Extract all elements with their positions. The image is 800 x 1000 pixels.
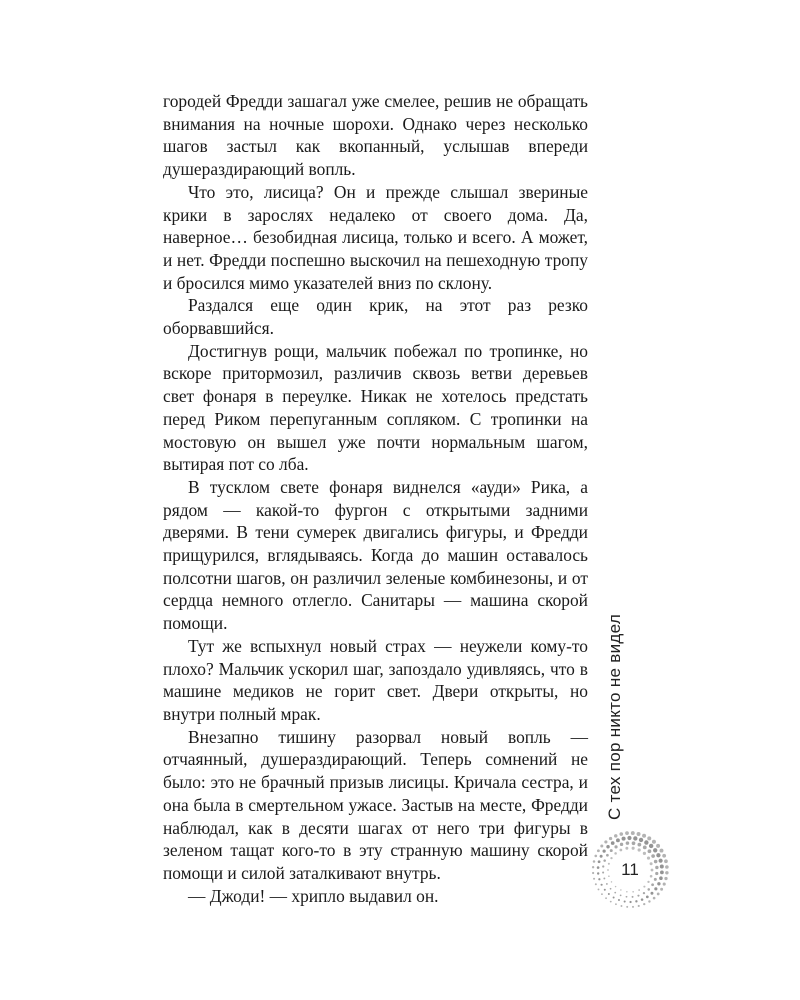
paragraph-8: — Джоди! — хрипло выдавил он. <box>188 885 439 906</box>
page-body-text <box>163 90 588 907</box>
paragraph-1: городей Фредди зашагал уже смелее, решив не обращать внимания на ночные шорохи. Однако через несколько шагов застыл как вкопанный, услышав впереди душераздирающий вопль. <box>163 91 588 180</box>
paragraph-5: В тусклом свете фонаря виднелся «ауди» Рика, а рядом — какой-то фургон с открытыми задними дверями. В тени сумерек двигались фигуры, и Фредди прищурился, вглядываясь. Когда до машин оставалось полсотни шагов, он различил зеленые комбинезоны, и от сердца немного отлегло. Санитары — машина скорой помощи. <box>163 476 588 634</box>
page-number: 11 <box>621 860 639 879</box>
paragraph-6: Тут же вспыхнул новый страх — неужели кому-то плохо? Мальчик ускорил шаг, запоздало удивляясь, что в машине медиков не горит свет. Двери открыты, но внутри полный мрак. <box>163 635 588 724</box>
paragraph-2: Что это, лисица? Он и прежде слышал звериные крики в зарослях недалеко от своего дома. Да, наверное… безобидная лисица, только и всего. А может, и нет. Фредди поспешно выскочил на пешеходную тропу и бросился мимо указателей вниз по склону. <box>163 181 588 293</box>
page-number-badge <box>590 830 670 910</box>
paragraph-7: Внезапно тишину разорвал новый вопль — отчаянный, душераздирающий. Теперь сомнений не было: это не брачный призыв лисицы. Кричала сестра, и она была в смертельном ужасе. Застыв на месте, Фредди наблюдал, как в десяти шагах от него три фигуры в зеленом тащат кого-то в эту странную машину скорой помощи и силой заталкивают внутрь. <box>163 726 588 883</box>
paragraph-4: Достигнув рощи, мальчик побежал по тропинке, но вскоре притормозил, различив сквозь ветви деревьев свет фонаря в переулке. Никак не хотелось предстать перед Риком перепуганным сопляком. С тропинки на мостовую он вышел уже почти нормальным шагом, вытирая пот со лба. <box>163 340 588 475</box>
paragraph-3: Раздался еще один крик, на этот раз резко оборвавшийся. <box>163 295 588 339</box>
running-title: С тех пор никто не видел <box>605 613 624 820</box>
